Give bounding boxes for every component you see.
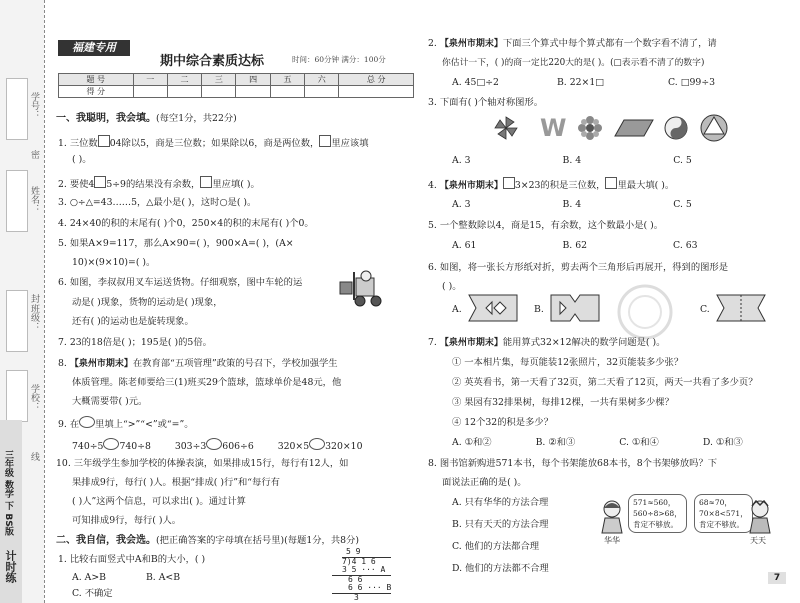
- score-cell[interactable]: [339, 86, 414, 98]
- parallelogram-icon: [614, 119, 654, 137]
- rq8-option-a: A. 只有华华的方法合理: [452, 497, 549, 508]
- q7: 7. 23的18倍是( )；195是( )的5倍。: [58, 337, 212, 348]
- rq8-option-d: D. 他们的方法都不合理: [452, 563, 549, 574]
- rq7-option4: ④ 12个32的积是多少？: [452, 417, 553, 428]
- q9-row: 740÷5 740÷8 303÷3 606÷6 320×5 320×10: [72, 438, 363, 453]
- score-row-label: 得 分: [59, 86, 134, 98]
- character-name-huahua: 华华: [604, 536, 620, 545]
- bubble-line: 70×8<571，: [699, 509, 748, 518]
- q4: 4. 24×40的积的末尾有( )个0，250×4的积的末尾有( )个0。: [58, 218, 314, 229]
- rq3-options: A. 3 B. 4 C. 5: [452, 155, 692, 166]
- q10-line2: 果排成9行，每行( )人。根据“排成( )行”和“每行有: [72, 477, 280, 488]
- page-title: 期中综合素质达标: [160, 54, 265, 69]
- score-cell[interactable]: [236, 86, 270, 98]
- bubble-line: 肯定不够放。: [633, 520, 678, 529]
- score-cell[interactable]: [202, 86, 236, 98]
- forklift-icon: [338, 268, 388, 308]
- yin-yang-icon: [664, 116, 688, 140]
- class-box[interactable]: [6, 290, 28, 352]
- spine-text: 三年级 数学 下 BS版: [3, 450, 13, 536]
- rq8-option-b: B. 只有天天的方法合理: [452, 519, 549, 530]
- blank-box[interactable]: [319, 135, 331, 147]
- q6-line3: 还有( )的运动也是旋转现象。: [72, 316, 194, 327]
- long-division: [332, 548, 391, 602]
- q6-line1: 6. 如图，李叔叔用叉车运送货物。仔细观察，图中车轮的运: [58, 277, 303, 288]
- s2-q1-option-c: C. 不确定: [72, 588, 113, 599]
- page-number: 7: [768, 572, 786, 584]
- name-box[interactable]: [6, 170, 28, 232]
- character-name-tiantian: 天天: [750, 536, 766, 545]
- score-header-cell: 五: [270, 74, 304, 86]
- score-table: [58, 73, 414, 98]
- cut-paper-c: [716, 294, 766, 322]
- score-cell[interactable]: [270, 86, 304, 98]
- margin-label-class: 班级：: [29, 304, 39, 331]
- cut-paper-b: [550, 294, 600, 322]
- q10-line1: 10. 三年级学生参加学校的体操表演，如果排成15行，每行有12人，如: [56, 458, 349, 469]
- q9-heading: 9. 在 里填上“>”“<”或“=”。: [58, 416, 194, 431]
- rq2-options: A. 45□÷2 B. 22×1□ C. □99÷3: [452, 77, 716, 88]
- school-box[interactable]: [6, 370, 28, 422]
- rq7-choices: A. ①和② B. ②和③ C. ①和④ D. ①和③: [452, 437, 743, 448]
- speech-bubble-tiantian: [694, 494, 753, 533]
- margin-label-name: 姓名：: [29, 186, 39, 213]
- q1-line1: 1. 三位数 04除以5，商是三位数；如果除以6，商是两位数， 里应该填: [58, 135, 369, 150]
- region-banner: 福建专用: [58, 40, 130, 56]
- section-2-heading: 二、我自信，我会选。(把正确答案的字母填在括号里)(每题1分，共8分): [56, 535, 359, 546]
- blank-box[interactable]: [200, 176, 212, 188]
- s2-q1: 1. 比较右面竖式中A和B的大小，( ): [58, 554, 206, 565]
- q8-line2: 体质管理。陈老师要给三(1)班买29个篮球，篮球单价是48元，他: [72, 377, 342, 388]
- blank-box[interactable]: [605, 177, 617, 189]
- division-step: 6 6: [332, 575, 391, 585]
- rq6-option-c: C.: [700, 304, 710, 315]
- cut-paper-a: [468, 294, 518, 322]
- pinwheel-icon: [494, 116, 518, 140]
- score-row: [59, 86, 414, 98]
- rq4: 4. 【泉州市期末】 3×23的积是三位数， 里最大填( )。: [428, 177, 674, 192]
- rq6-option-b: B.: [534, 304, 544, 315]
- watermark-stamp: [600, 282, 690, 342]
- score-cell[interactable]: [167, 86, 201, 98]
- score-header-cell: 六: [305, 74, 339, 86]
- score-header-cell: 三: [202, 74, 236, 86]
- speech-bubble-huahua: [628, 494, 687, 533]
- q5-line1: 5. 如果A×9=117，那么A×90=( )，900×A=( )，(A×: [58, 238, 294, 249]
- q10-line3: ( )人”这两个信息，可以求出( )。通过计算: [72, 496, 246, 507]
- rq6-line2: ( )。: [442, 281, 462, 292]
- rq2-line2: 你估计一下，( )的商一定比220大的是( )。(□表示看不清了的数字): [442, 58, 705, 68]
- compare-circle[interactable]: [309, 438, 325, 450]
- bubble-line: 571≈560，: [633, 498, 676, 507]
- spine-logo: 计时练: [4, 550, 17, 583]
- score-header-cell: 总 分: [339, 74, 414, 86]
- score-cell[interactable]: [305, 86, 339, 98]
- score-header-cell: 题 号: [59, 74, 134, 86]
- s2-q1-options: A. A>B B. A<B: [72, 572, 181, 583]
- q6-line2: 动是( )现象，货物的运动是( )现象，: [72, 297, 223, 308]
- rq3: 3. 下面有( )个轴对称图形。: [428, 97, 544, 108]
- compare-circle: [79, 416, 95, 428]
- rq5: 5. 一个整数除以4，商是15，有余数，这个数最小是( )。: [428, 220, 664, 231]
- division-remainder: 3: [332, 593, 391, 603]
- q8-line1: 8. 【泉州市期末】在教育部“五项管理”政策的号召下，学校加强学生: [58, 358, 338, 369]
- score-header-row: [59, 74, 414, 86]
- q3: 3. ○÷△=43……5，△最小是( )，这时○是( )。: [58, 197, 257, 208]
- rq6-line1: 6. 如图，将一张长方形纸对折，剪去两个三角形后再展开，得到的图形是: [428, 262, 729, 273]
- blank-box[interactable]: [94, 176, 106, 188]
- bubble-line: 68≈70，: [699, 498, 732, 507]
- score-header-cell: 四: [236, 74, 270, 86]
- q1-line2: ( )。: [72, 154, 92, 165]
- rq8-option-c: C. 他们的方法都合理: [452, 541, 540, 552]
- division-quotient: 5 9: [346, 547, 361, 556]
- score-header-cell: 二: [167, 74, 201, 86]
- girl-character-icon: [600, 500, 624, 534]
- division-step: 6 6 ··· B: [348, 583, 392, 592]
- letter-w-figure: W: [540, 114, 567, 142]
- division-dividend: 7)4 1 6: [342, 557, 391, 567]
- rq7-option1: ① 一本相片集，每页能装12张照片，32页能装多少张？: [452, 357, 684, 368]
- rq7: 7. 【泉州市期末】能用算式32×12解决的数学问题是( )。: [428, 337, 666, 348]
- triangle-in-circle-icon: [700, 114, 728, 142]
- margin-label-seal1: 密: [29, 150, 39, 159]
- rq4-options: A. 3 B. 4 C. 5: [452, 199, 692, 210]
- compare-circle[interactable]: [103, 438, 119, 450]
- boy-character-icon: [748, 500, 772, 534]
- rq7-option3: ③ 果园有32排果树，每排12棵，一共有果树多少棵？: [452, 397, 674, 408]
- cut-line: [44, 0, 45, 603]
- rq8-line2: 面说法正确的是( )。: [442, 477, 527, 488]
- rq5-options: A. 61 B. 62 C. 63: [452, 240, 698, 251]
- rq8-line1: 8. 图书馆新购进571本书，每个书架能放68本书，8个书架够放吗？下: [428, 458, 718, 469]
- student-id-box[interactable]: [6, 78, 28, 140]
- flower-icon: [578, 116, 602, 140]
- blank-box[interactable]: [98, 135, 110, 147]
- exam-meta: 时间：60分钟 满分：100分: [292, 55, 386, 64]
- bubble-line: 肯定不够放。: [699, 520, 744, 529]
- q5-line2: 10)×(9×10)=( )。: [72, 257, 156, 268]
- score-cell[interactable]: [133, 86, 167, 98]
- margin-label-seal3: 线: [29, 452, 39, 461]
- blank-box[interactable]: [503, 177, 515, 189]
- margin-label-seal2: 封: [29, 294, 39, 303]
- division-step: 3 5 ··· A: [342, 565, 386, 574]
- margin-label-school: 学校：: [29, 384, 39, 411]
- rq6-option-a: A.: [452, 304, 462, 315]
- compare-circle[interactable]: [206, 438, 222, 450]
- bubble-line: 560÷8>68，: [633, 509, 682, 518]
- margin-label-id: 学号：: [29, 92, 39, 119]
- rq7-option2: ② 英英看书，第一天看了32页，第二天看了12页，两天一共看了多少页？: [452, 377, 758, 388]
- q8-line3: 大概需要带( )元。: [72, 396, 148, 407]
- rq2-line1: 2. 【泉州市期末】下面三个算式中每个算式都有一个数字看不清了，请: [428, 38, 717, 49]
- score-header-cell: 一: [133, 74, 167, 86]
- q10-line4: 可知排成9行，每行( )人。: [72, 515, 182, 526]
- section-1-heading: 一、我聪明，我会填。(每空1分，共22分): [56, 113, 237, 124]
- q2: 2. 要使4 5÷9的结果没有余数， 里应填( )。: [58, 176, 260, 191]
